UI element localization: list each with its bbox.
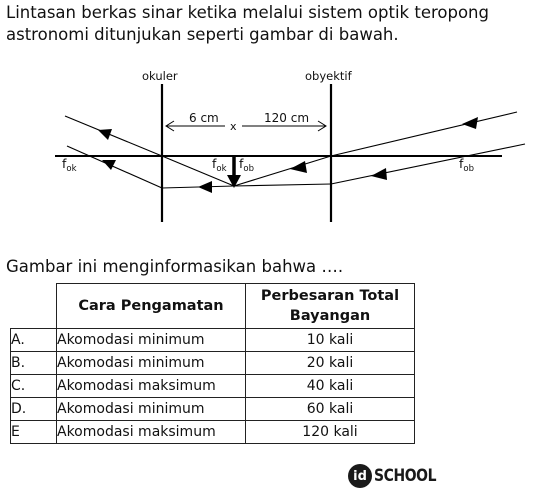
distance-label-objective: 120 cm	[264, 111, 310, 125]
table-row[interactable]	[11, 398, 415, 421]
prompt-text: Gambar ini menginformasikan bahwa ….	[6, 257, 344, 276]
ray-arrow-icon	[371, 168, 387, 180]
emerging-ray-upper	[65, 116, 162, 156]
option-mode: Akomodasi minimum	[57, 398, 246, 421]
ray-arrow-icon	[290, 161, 307, 173]
focal-label-ok-left: $f_{ok}$	[62, 156, 77, 174]
distance-label-ocular: 6 cm	[189, 111, 219, 125]
option-mode: Akomodasi maksimum	[57, 375, 246, 398]
option-magnification: 120 kali	[246, 421, 415, 444]
objective-label: obyektif	[305, 69, 352, 83]
incoming-ray-lower	[331, 144, 525, 184]
ray-arrow-icon	[462, 117, 478, 129]
question-line-1: Lintasan berkas sinar ketika melalui sistem optik teropong	[6, 3, 489, 22]
header-blank	[11, 284, 57, 329]
logo-mark: id	[348, 464, 372, 488]
question-text	[6, 2, 538, 46]
option-mode: Akomodasi maksimum	[57, 421, 246, 444]
focal-label-ok: $f_{ok}$	[212, 156, 227, 174]
option-magnification: 20 kali	[246, 352, 415, 375]
table-row[interactable]	[11, 352, 415, 375]
option-magnification: 10 kali	[246, 329, 415, 352]
header-magnification: Perbesaran Total Bayangan	[246, 284, 415, 329]
telescope-diagram	[0, 62, 541, 232]
incoming-ray-upper	[331, 112, 517, 156]
option-mode: Akomodasi minimum	[57, 352, 246, 375]
emerging-ray-lower	[67, 146, 162, 188]
logo-name: SCHOOL	[374, 466, 437, 486]
ray-arrow-icon	[98, 129, 112, 140]
ray-arrow-icon	[102, 160, 116, 170]
table-row[interactable]	[11, 329, 415, 352]
ray-arrow-icon	[198, 181, 212, 193]
header-mode: Cara Pengamatan	[57, 284, 246, 329]
option-magnification: 40 kali	[246, 375, 415, 398]
option-letter: E	[11, 421, 57, 444]
option-letter: A.	[11, 329, 57, 352]
focal-label-ob-right: $f_{ob}$	[459, 156, 475, 174]
ocular-label: okuler	[142, 69, 178, 83]
center-mark: x	[230, 120, 237, 133]
table-row[interactable]	[11, 375, 415, 398]
option-letter: C.	[11, 375, 57, 398]
option-letter: D.	[11, 398, 57, 421]
option-magnification: 60 kali	[246, 398, 415, 421]
option-mode: Akomodasi minimum	[57, 329, 246, 352]
answer-table	[10, 283, 415, 444]
table-row[interactable]	[11, 421, 415, 444]
question-line-2: astronomi ditunjukan seperti gambar di bawah.	[6, 25, 399, 44]
focal-label-ob: $f_{ob}$	[239, 156, 255, 174]
idschool-logo	[348, 463, 450, 489]
option-letter: B.	[11, 352, 57, 375]
